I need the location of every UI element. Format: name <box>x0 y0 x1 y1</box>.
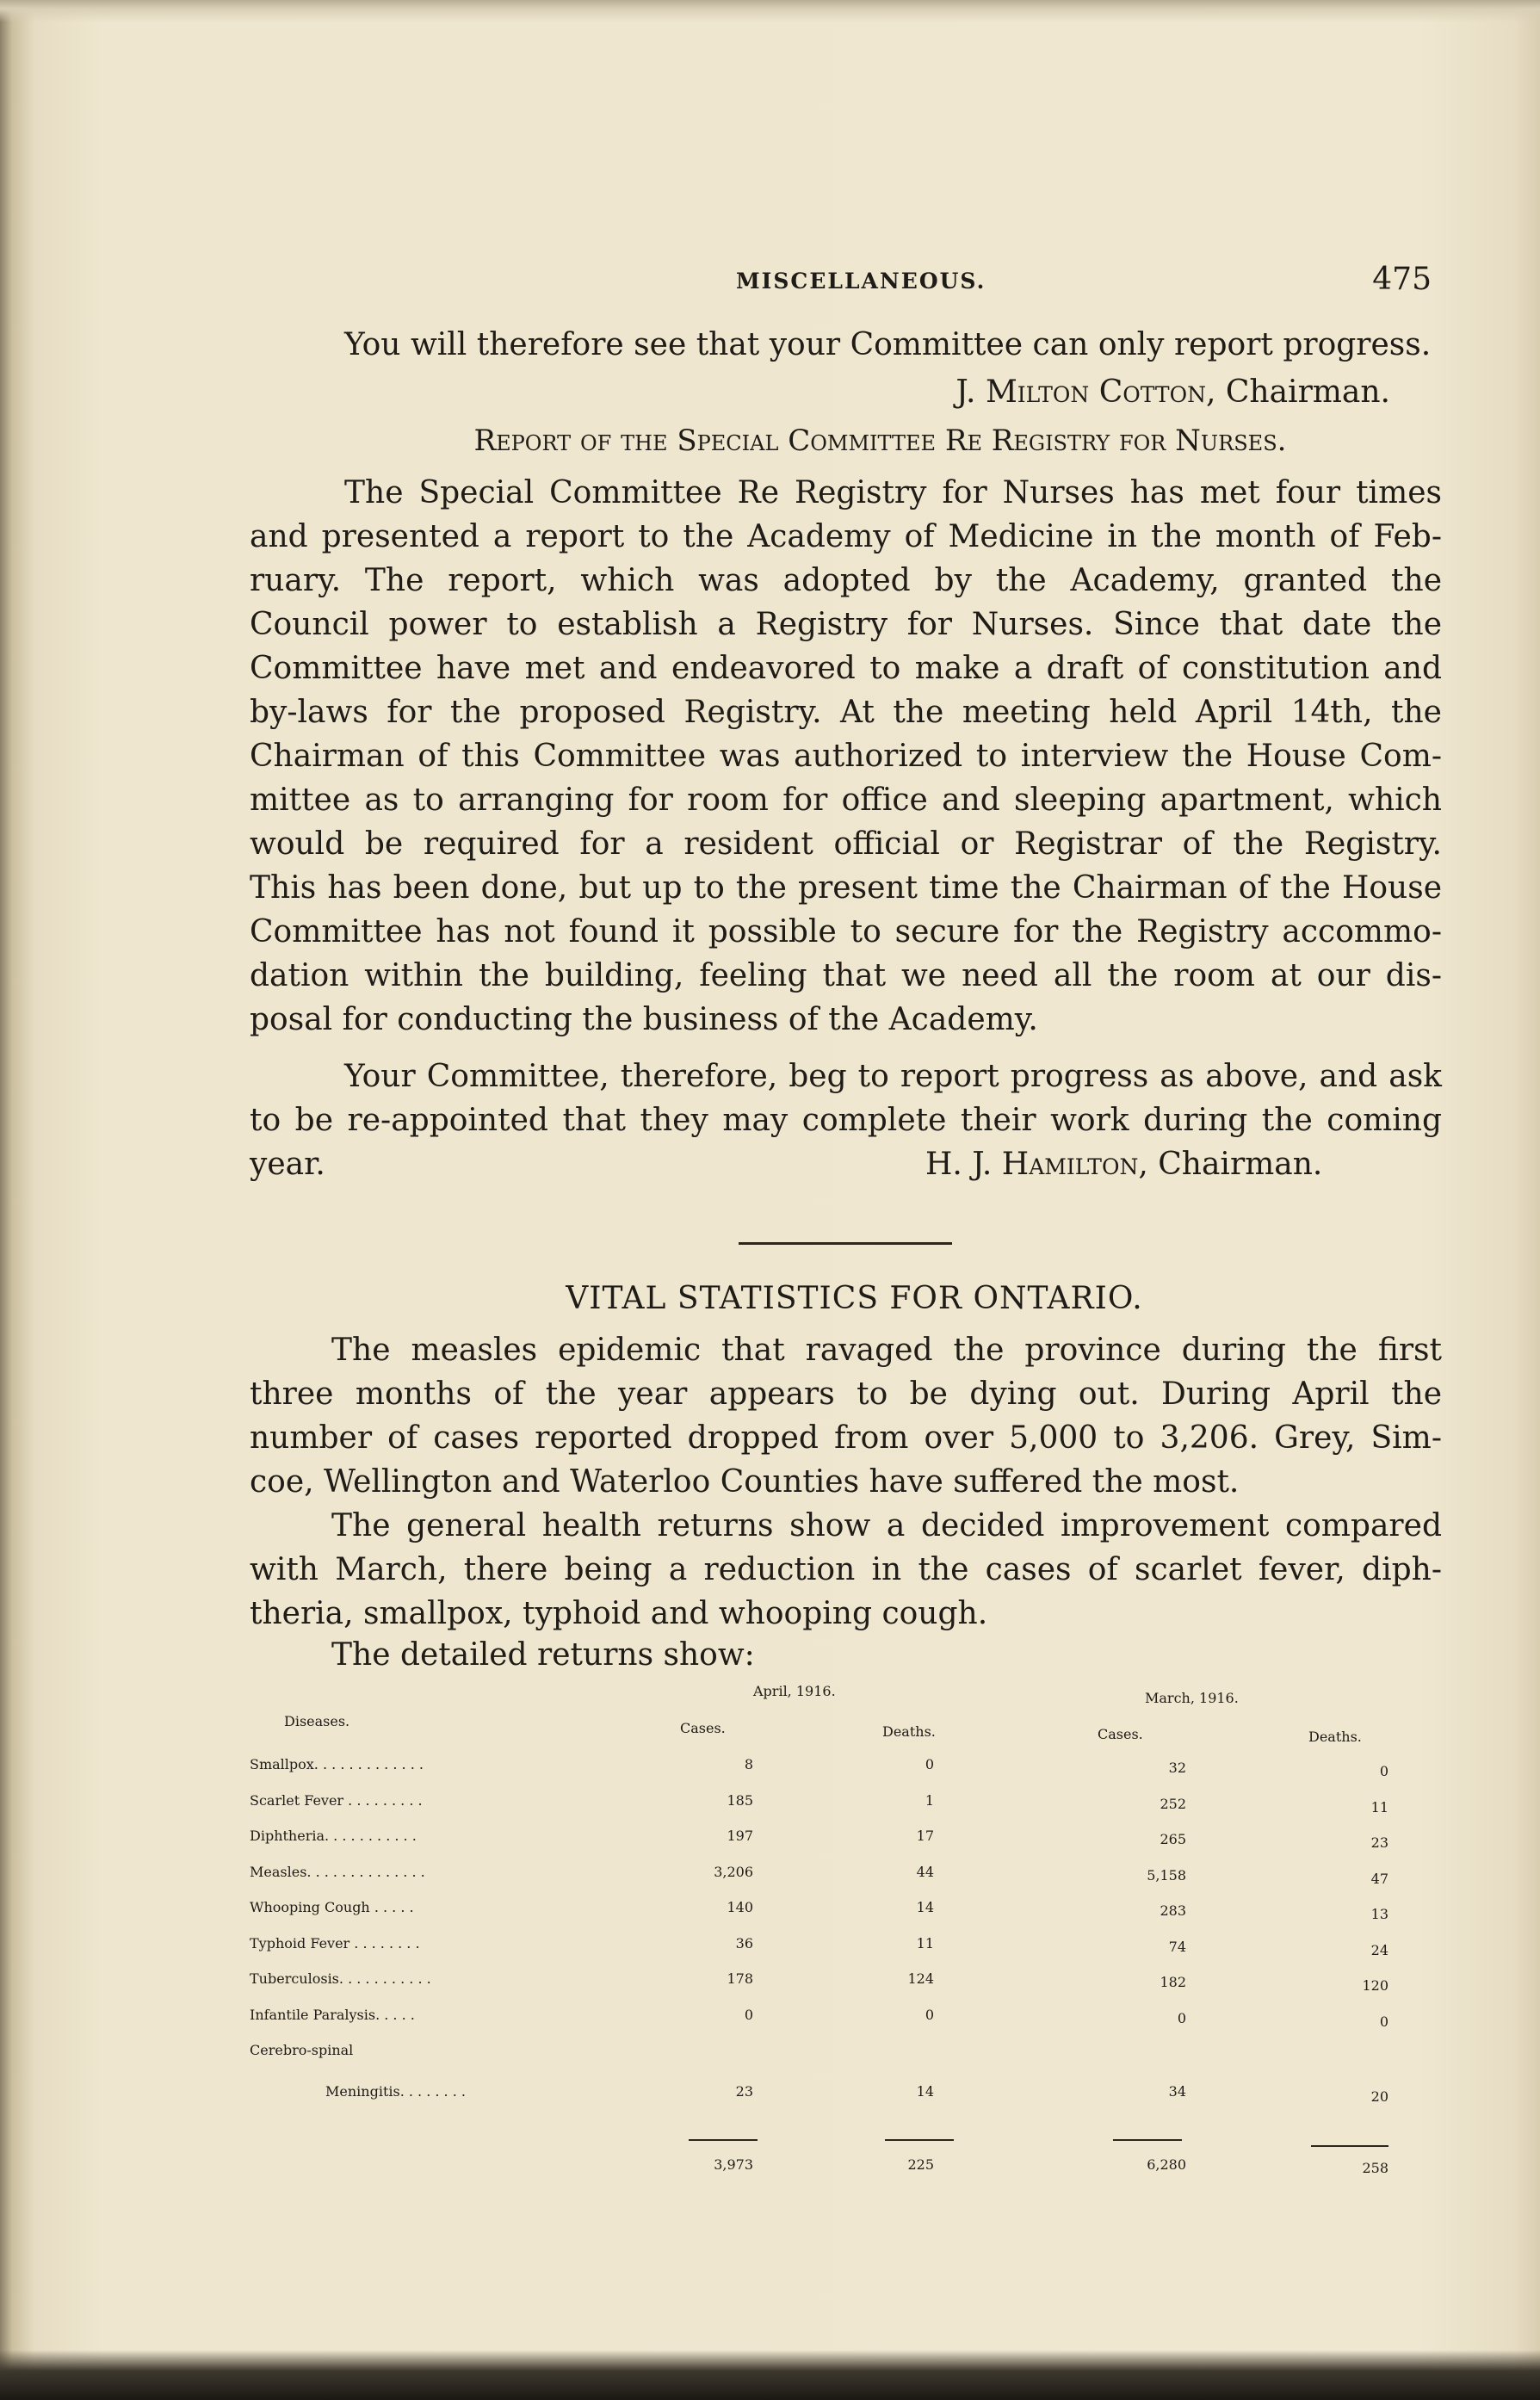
paragraph-line: Chairman of this Committee was authorized to interview the House Com- <box>250 739 1442 774</box>
paragraph-line: ruary. The report, which was adopted by the Academy, granted the <box>250 563 1442 598</box>
paragraph-last-line <box>250 1147 1442 1182</box>
april-cases: 185 <box>727 1792 753 1809</box>
running-head-title: MISCELLANEOUS. <box>736 269 986 294</box>
april-deaths: 14 <box>916 1899 934 1915</box>
march-deaths: 0 <box>1379 1763 1388 1779</box>
march-cases: 252 <box>1160 1796 1186 1812</box>
disease-name: Whooping Cough . . . . . <box>250 1899 414 1915</box>
april-deaths: 17 <box>916 1828 934 1844</box>
paragraph-line: The general health returns show a decided improvement compared <box>331 1508 1442 1543</box>
table-row <box>250 2042 1442 2078</box>
column-header-april-deaths: Deaths. <box>882 1723 936 1740</box>
paragraph-line: Council power to establish a Registry for Nurses. Since that date the <box>250 607 1442 642</box>
march-deaths: 13 <box>1370 1906 1388 1922</box>
signature-role: , Chairman. <box>1205 374 1390 410</box>
march-deaths: 120 <box>1362 1977 1388 1994</box>
page-content <box>250 0 1442 2400</box>
march-deaths: 47 <box>1370 1871 1388 1887</box>
paragraph-line: The Special Committee Re Registry for Nurses has met four times <box>344 475 1442 510</box>
section-divider <box>739 1242 952 1245</box>
vital-statistics-title: VITAL STATISTICS FOR ONTARIO. <box>566 1281 1143 1316</box>
april-cases: 0 <box>744 2007 753 2023</box>
signature-role: , Chairman. <box>1138 1147 1323 1182</box>
paragraph-line: The measles epidemic that ravaged the province during the first <box>331 1333 1442 1368</box>
april-cases: 8 <box>744 1756 753 1772</box>
paragraph-line: with March, there being a reduction in the cases of scarlet fever, diph- <box>250 1552 1442 1587</box>
column-header-march-cases: Cases. <box>1098 1726 1143 1742</box>
march-deaths: 24 <box>1370 1942 1388 1958</box>
registry-report-signature <box>925 1147 1322 1182</box>
april-cases: 36 <box>735 1935 753 1952</box>
disease-name: Typhoid Fever . . . . . . . . <box>250 1935 420 1952</box>
april-cases: 140 <box>727 1899 753 1915</box>
march-cases: 283 <box>1160 1902 1186 1919</box>
paragraph-line: by-laws for the proposed Registry. At the meeting held April 14th, the <box>250 695 1442 730</box>
signature-name: H. J. Hamilton <box>925 1147 1139 1182</box>
march-cases: 5,158 <box>1147 1867 1186 1884</box>
table-row <box>250 1792 1442 1828</box>
paragraph-line: number of cases reported dropped from over 5,000 to 3,206. Grey, Sim- <box>250 1420 1442 1456</box>
total-rule <box>1311 2145 1388 2147</box>
page-number: 475 <box>1372 262 1432 297</box>
paragraph-line: This has been done, but up to the present time the Chairman of the House <box>250 870 1442 906</box>
column-header-diseases: Diseases. <box>284 1713 350 1729</box>
april-deaths: 1 <box>925 1792 934 1809</box>
paragraph-line: Committee has not found it possible to secure for the Registry accommo- <box>250 914 1442 949</box>
paragraph-line: Your Committee, therefore, beg to report progress as above, and ask <box>344 1059 1442 1094</box>
paragraph-line: and presented a report to the Academy of Medicine in the month of Feb- <box>250 519 1442 554</box>
table-row <box>250 1756 1442 1792</box>
paragraph-line: Committee have met and endeavored to make a draft of constitution and <box>250 651 1442 686</box>
april-deaths: 11 <box>916 1935 934 1952</box>
running-head <box>250 258 1442 301</box>
paragraph-line: posal for conducting the business of the Academy. <box>250 1002 1038 1037</box>
april-deaths: 0 <box>925 2007 934 2023</box>
march-deaths: 11 <box>1370 1799 1388 1815</box>
paragraph-line: would be required for a resident official or Registrar of the Registry. <box>250 826 1442 862</box>
april-deaths: 44 <box>916 1864 934 1880</box>
last-word: year. <box>250 1147 325 1182</box>
disease-name: Meningitis. . . . . . . . <box>325 2083 466 2100</box>
march-deaths: 0 <box>1379 2013 1388 2030</box>
table-row <box>250 1935 1442 1971</box>
first-report-text: You will therefore see that your Committee can only report progress. <box>344 327 1432 362</box>
march-cases: 182 <box>1160 1974 1186 1990</box>
paragraph-line: mittee as to arranging for room for office and sleeping apartment, which <box>250 782 1442 818</box>
total-march-cases: 6,280 <box>1147 2156 1186 2173</box>
disease-name: Scarlet Fever . . . . . . . . . <box>250 1792 423 1809</box>
march-cases: 34 <box>1168 2083 1186 2100</box>
column-header-april-cases: Cases. <box>680 1720 726 1736</box>
paragraph-line: dation within the building, feeling that we need all the room at our dis- <box>250 958 1442 993</box>
disease-name: Infantile Paralysis. . . . . <box>250 2007 415 2023</box>
april-cases: 3,206 <box>714 1864 753 1880</box>
table-row <box>250 2083 1442 2119</box>
paragraph-line: three months of the year appears to be dying out. During April the <box>250 1376 1442 1412</box>
group-header-april: April, 1916. <box>753 1683 836 1699</box>
total-rule <box>885 2139 954 2141</box>
april-deaths: 14 <box>916 2083 934 2100</box>
total-march-deaths: 258 <box>1362 2160 1388 2176</box>
table-row <box>250 1970 1442 2007</box>
april-cases: 178 <box>727 1970 753 1987</box>
table-row <box>250 1899 1442 1935</box>
march-deaths: 20 <box>1370 2088 1388 2105</box>
march-cases: 32 <box>1168 1760 1186 1776</box>
disease-name: Cerebro-spinal <box>250 2042 354 2058</box>
paragraph-line: coe, Wellington and Waterloo Counties have suffered the most. <box>250 1464 1240 1500</box>
totals-row <box>250 2156 1442 2193</box>
march-cases: 265 <box>1160 1831 1186 1847</box>
total-april-cases: 3,973 <box>714 2156 753 2173</box>
paragraph-line: to be re-appointed that they may complete their work during the coming <box>250 1103 1442 1138</box>
paragraph-line: theria, smallpox, typhoid and whooping cough. <box>250 1596 988 1631</box>
disease-name: Measles. . . . . . . . . . . . . . <box>250 1864 425 1880</box>
total-rule <box>1113 2139 1182 2141</box>
table-row <box>250 1864 1442 1900</box>
march-cases: 0 <box>1177 2010 1186 2026</box>
april-deaths: 0 <box>925 1756 934 1772</box>
total-april-deaths: 225 <box>907 2156 934 2173</box>
april-deaths: 124 <box>907 1970 934 1987</box>
april-cases: 23 <box>735 2083 753 2100</box>
table-row <box>250 2007 1442 2043</box>
april-cases: 197 <box>727 1828 753 1844</box>
march-deaths: 23 <box>1370 1834 1388 1851</box>
first-report-signature <box>250 374 1442 410</box>
returns-intro: The detailed returns show: <box>331 1637 755 1673</box>
signature-name: J. Milton Cotton <box>956 374 1206 410</box>
registry-report-heading: Report of the Special Committee Re Registry for Nurses. <box>473 424 1287 458</box>
total-rule <box>689 2139 758 2141</box>
march-cases: 74 <box>1168 1939 1186 1955</box>
disease-name: Diphtheria. . . . . . . . . . . <box>250 1828 417 1844</box>
disease-name: Smallpox. . . . . . . . . . . . . <box>250 1756 424 1772</box>
disease-name: Tuberculosis. . . . . . . . . . . <box>250 1970 431 1987</box>
group-header-march: March, 1916. <box>1145 1690 1239 1706</box>
column-header-march-deaths: Deaths. <box>1308 1729 1362 1745</box>
table-row <box>250 1828 1442 1864</box>
